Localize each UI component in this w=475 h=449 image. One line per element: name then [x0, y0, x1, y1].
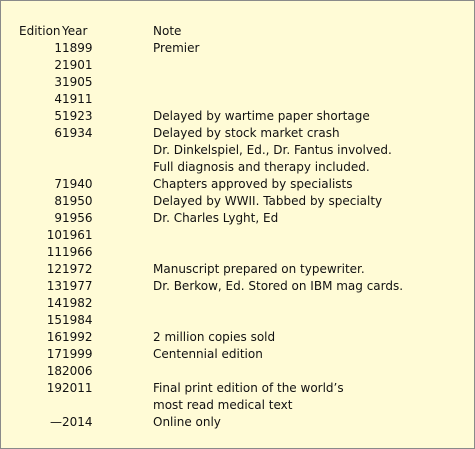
- cell-edition: [19, 142, 62, 159]
- table-row: [19, 397, 403, 414]
- table-row: [19, 74, 403, 91]
- table-row: [19, 363, 403, 380]
- cell-year: 1934: [62, 126, 93, 140]
- table-row: [19, 380, 403, 397]
- table-row: [19, 57, 403, 74]
- editions-table: [19, 23, 403, 431]
- cell-year: 1911: [62, 92, 93, 106]
- cell-note: [153, 57, 403, 74]
- cell-year: 1999: [62, 347, 93, 361]
- table-header: [19, 23, 403, 40]
- table-body: [19, 40, 403, 431]
- cell-year: 2006: [62, 364, 93, 378]
- header-row: [19, 23, 403, 40]
- cell-edition: [19, 397, 62, 414]
- cell-edition: 1: [54, 41, 62, 55]
- cell-year: 1940: [62, 177, 93, 191]
- cell-note: Delayed by wartime paper shortage: [153, 109, 370, 123]
- cell-year: 1923: [62, 109, 93, 123]
- cell-edition: 9: [54, 211, 62, 225]
- cell-note: Dr. Berkow, Ed. Stored on IBM mag cards.: [153, 279, 404, 293]
- cell-note: Chapters approved by specialists: [153, 177, 353, 191]
- cell-year: 1992: [62, 330, 93, 344]
- cell-year: 1972: [62, 262, 93, 276]
- cell-edition: 17: [46, 347, 62, 361]
- cell-note: Premier: [153, 41, 200, 55]
- cell-note: Delayed by stock market crash: [153, 126, 340, 140]
- cell-edition: —: [50, 415, 62, 429]
- cell-edition: 4: [54, 92, 62, 106]
- table-row: [19, 91, 403, 108]
- table-row: [19, 108, 403, 125]
- cell-note: Delayed by WWII. Tabbed by specialty: [153, 194, 383, 208]
- table-row: [19, 312, 403, 329]
- cell-year: [62, 142, 153, 159]
- cell-note: Centennial edition: [153, 347, 263, 361]
- cell-year: 1984: [62, 313, 93, 327]
- cell-note: [153, 295, 403, 312]
- cell-note: [153, 91, 403, 108]
- table-row: [19, 261, 403, 278]
- cell-year: 1961: [62, 228, 93, 242]
- cell-edition: 19: [46, 381, 62, 395]
- cell-year: 1982: [62, 296, 93, 310]
- table-row: [19, 40, 403, 57]
- cell-note: Dr. Charles Lyght, Ed: [153, 211, 279, 225]
- cell-note: [153, 363, 403, 380]
- cell-edition: 16: [46, 330, 62, 344]
- cell-year: 1905: [62, 75, 93, 89]
- table-row: [19, 329, 403, 346]
- table-row: [19, 176, 403, 193]
- cell-year: 1950: [62, 194, 93, 208]
- cell-edition: 2: [54, 58, 62, 72]
- cell-edition: 5: [54, 109, 62, 123]
- cell-note: [153, 244, 403, 261]
- cell-year: 1899: [62, 41, 93, 55]
- table-row: [19, 244, 403, 261]
- table-row: [19, 346, 403, 363]
- cell-edition: 13: [46, 279, 62, 293]
- cell-year: 1901: [62, 58, 93, 72]
- cell-note: Online only: [153, 415, 221, 429]
- header-edition: Edition: [19, 24, 61, 38]
- cell-year: 1977: [62, 279, 93, 293]
- table-row: [19, 193, 403, 210]
- cell-note: [153, 74, 403, 91]
- cell-note: most read medical text: [153, 398, 293, 412]
- cell-note: Dr. Dinkelspiel, Ed., Dr. Fantus involved.: [153, 143, 392, 157]
- cell-year: [62, 397, 153, 414]
- table-row: [19, 159, 403, 176]
- cell-note: [153, 227, 403, 244]
- table-row: [19, 142, 403, 159]
- cell-year: 2011: [62, 381, 93, 395]
- cell-edition: 11: [46, 245, 62, 259]
- cell-note: [153, 312, 403, 329]
- cell-edition: 15: [46, 313, 62, 327]
- cell-year: 2014: [62, 415, 93, 429]
- table-row: [19, 414, 403, 431]
- cell-note: Manuscript prepared on typewriter.: [153, 262, 365, 276]
- cell-edition: 8: [54, 194, 62, 208]
- cell-edition: 14: [46, 296, 62, 310]
- cell-year: 1966: [62, 245, 93, 259]
- cell-year: [62, 159, 153, 176]
- table-row: [19, 210, 403, 227]
- table-row: [19, 227, 403, 244]
- cell-note: Full diagnosis and therapy included.: [153, 160, 370, 174]
- cell-note: Final print edition of the world’s: [153, 381, 344, 395]
- cell-edition: 12: [46, 262, 62, 276]
- cell-edition: 3: [54, 75, 62, 89]
- cell-year: 1956: [62, 211, 93, 225]
- cell-edition: 18: [46, 364, 62, 378]
- cell-edition: 7: [54, 177, 62, 191]
- header-note: Note: [153, 24, 182, 38]
- header-year: Year: [62, 24, 88, 38]
- cell-edition: 10: [46, 228, 62, 242]
- table-row: [19, 278, 403, 295]
- table-row: [19, 125, 403, 142]
- cell-edition: 6: [54, 126, 62, 140]
- table-row: [19, 295, 403, 312]
- cell-note: 2 million copies sold: [153, 330, 276, 344]
- cell-edition: [19, 159, 62, 176]
